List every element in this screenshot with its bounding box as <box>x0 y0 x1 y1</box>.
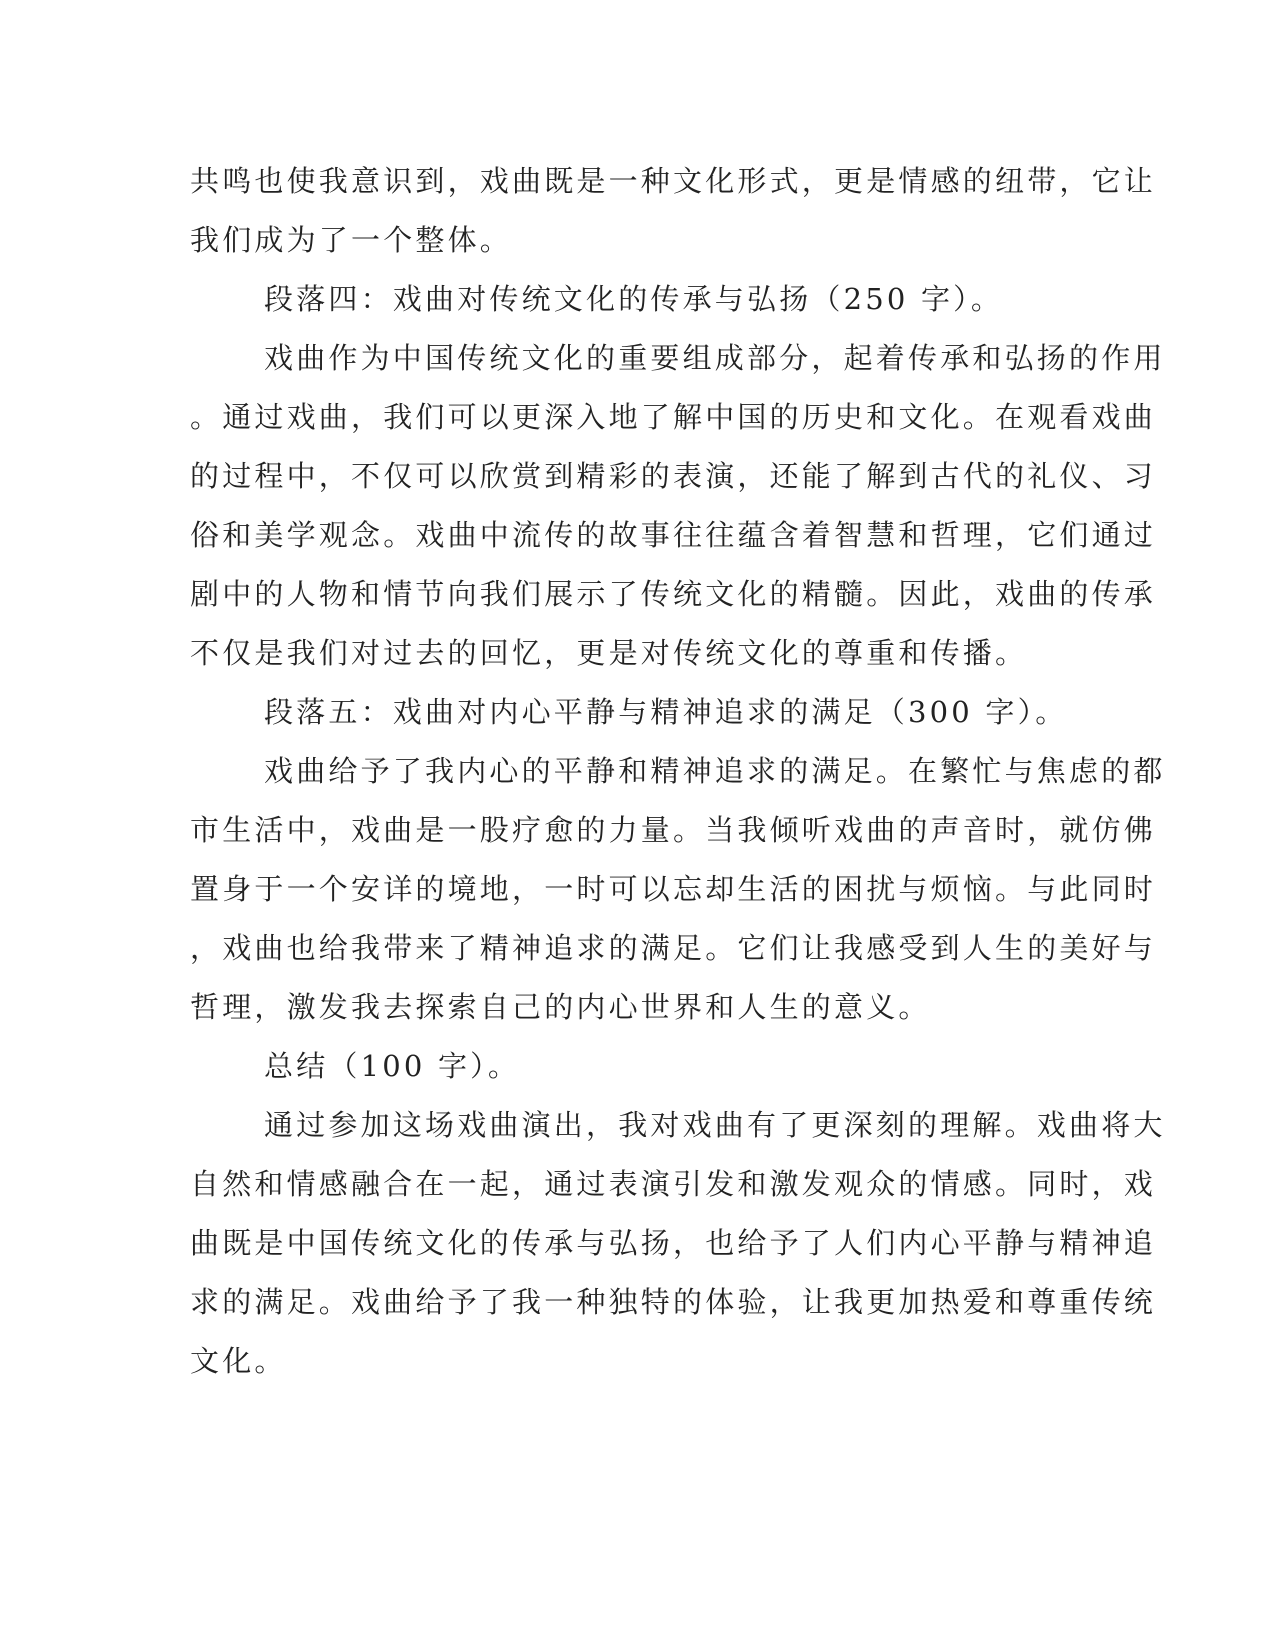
text-line: 的过程中，不仅可以欣赏到精彩的表演，还能了解到古代的礼仪、习 <box>190 459 1157 493</box>
text-line: 曲既是中国传统文化的传承与弘扬，也给予了人们内心平静与精神追 <box>190 1226 1157 1260</box>
text-line: 俗和美学观念。戏曲中流传的故事往往蕴含着智慧和哲理，它们通过 <box>190 518 1157 552</box>
text-line: 哲理，激发我去探索自己的内心世界和人生的意义。 <box>190 990 931 1024</box>
text-line: 文化。 <box>190 1344 287 1378</box>
section-heading: 段落四：戏曲对传统文化的传承与弘扬（250 字）。 <box>264 282 1004 316</box>
text-line: ，戏曲也给我带来了精神追求的满足。它们让我感受到人生的美好与 <box>190 931 1157 965</box>
section-heading: 总结（100 字）。 <box>264 1049 521 1083</box>
text-line: 自然和情感融合在一起，通过表演引发和激发观众的情感。同时，戏 <box>190 1167 1157 1201</box>
text-line: 置身于一个安详的境地，一时可以忘却生活的困扰与烦恼。与此同时 <box>190 872 1157 906</box>
text-line: 求的满足。戏曲给予了我一种独特的体验，让我更加热爱和尊重传统 <box>190 1285 1157 1319</box>
section-heading: 段落五：戏曲对内心平静与精神追求的满足（300 字）。 <box>264 695 1068 729</box>
text-line: 剧中的人物和情节向我们展示了传统文化的精髓。因此，戏曲的传承 <box>190 577 1157 611</box>
text-line: 不仅是我们对过去的回忆，更是对传统文化的尊重和传播。 <box>190 636 1028 670</box>
text-line: 戏曲作为中国传统文化的重要组成部分，起着传承和弘扬的作用 <box>264 341 1166 375</box>
text-line: 戏曲给予了我内心的平静和精神追求的满足。在繁忙与焦虑的都 <box>264 754 1166 788</box>
text-line: 通过参加这场戏曲演出，我对戏曲有了更深刻的理解。戏曲将大 <box>264 1108 1166 1142</box>
text-line: 市生活中，戏曲是一股疗愈的力量。当我倾听戏曲的声音时，就仿佛 <box>190 813 1157 847</box>
text-line: 。通过戏曲，我们可以更深入地了解中国的历史和文化。在观看戏曲 <box>190 400 1157 434</box>
text-line: 我们成为了一个整体。 <box>190 223 513 257</box>
text-line: 共鸣也使我意识到，戏曲既是一种文化形式，更是情感的纽带，它让 <box>190 164 1157 198</box>
